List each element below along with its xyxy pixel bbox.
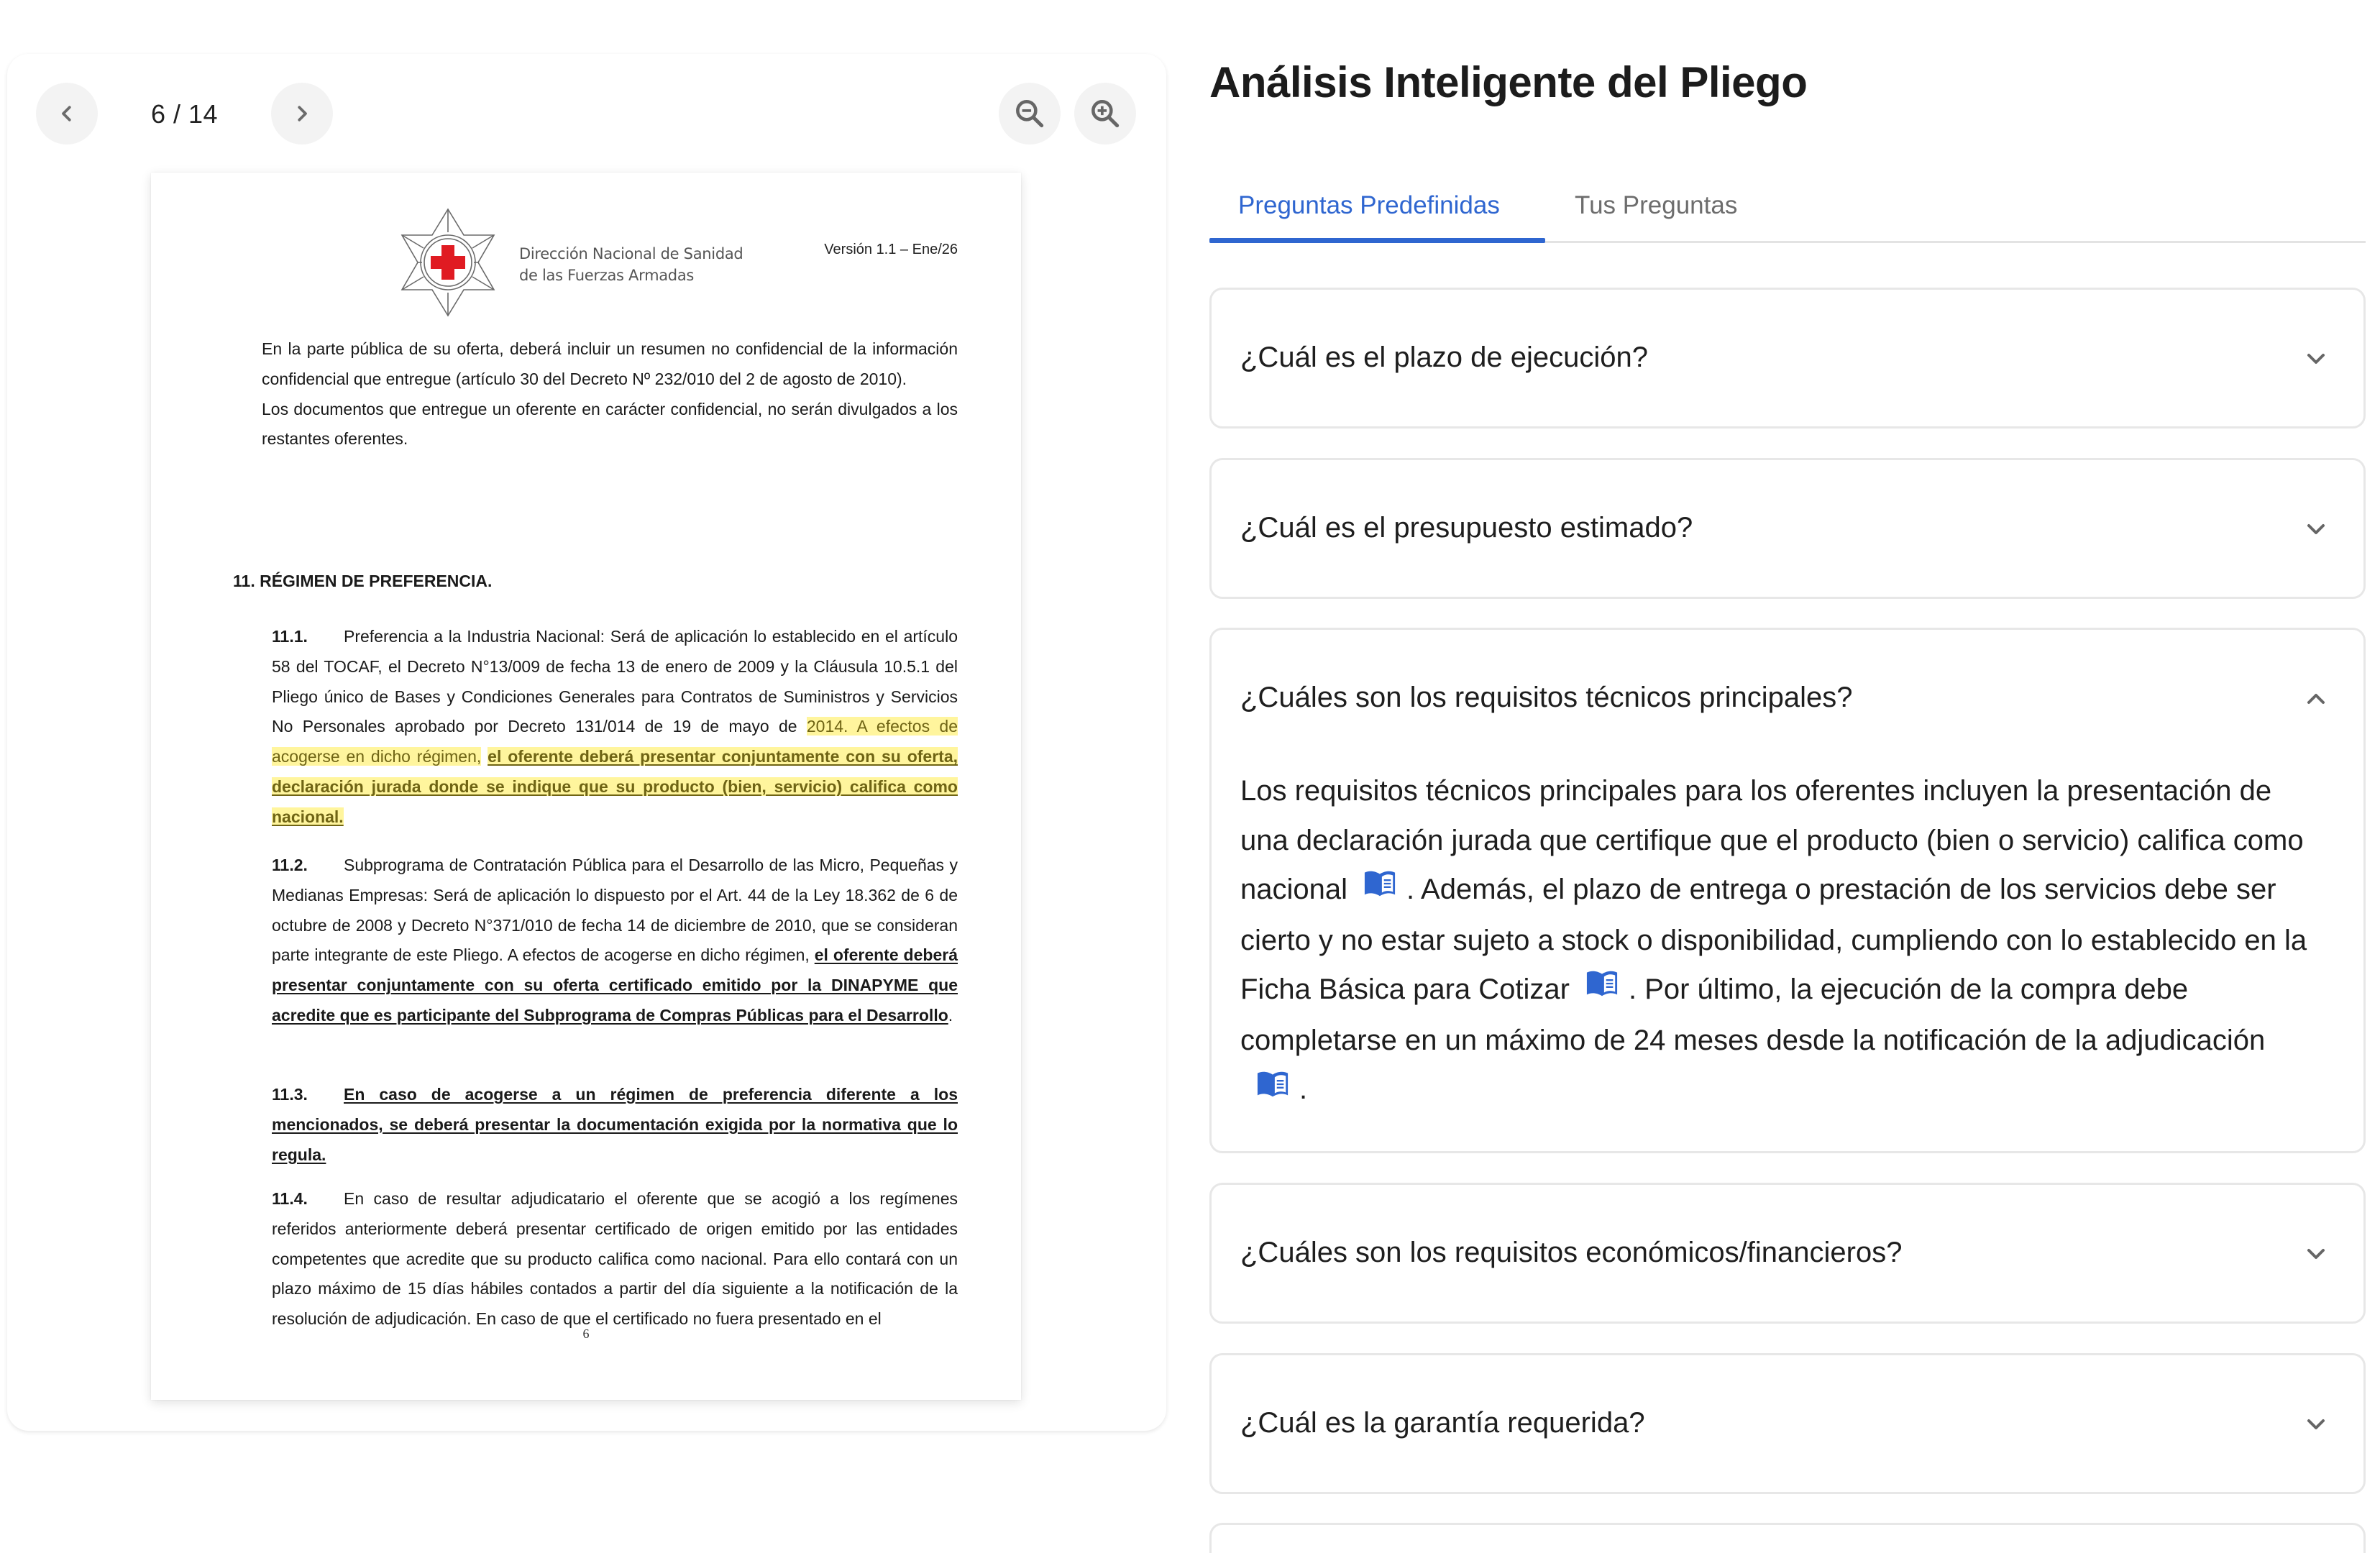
tab-bar <box>1209 170 2366 243</box>
section-title: 11. RÉGIMEN DE PREFERENCIA. <box>233 572 493 590</box>
highlighted-text: 2014. A efectos de acogerse en dicho régimen, <box>272 717 958 766</box>
org-line-1: Dirección Nacional de Sanidad <box>519 245 743 262</box>
chevron-down-icon <box>2302 515 2330 544</box>
book-open-icon <box>1585 969 1619 998</box>
underlined-text: En caso de acogerse a un régimen de preferencia diferente a los mencionados, se deberá presentar la documentación exigida por la normativa que lo regula. <box>272 1085 958 1164</box>
zoom-out-icon <box>1012 96 1048 132</box>
page-number: 6 <box>582 1327 590 1341</box>
organization-name <box>519 243 743 286</box>
question-header[interactable] <box>1212 290 2363 428</box>
book-open-icon <box>1256 1070 1289 1099</box>
chevron-up-icon <box>2302 684 2330 713</box>
question-card <box>1209 1183 2366 1324</box>
underlined-text: el oferente deberá presentar conjuntamente con su oferta certificado emitido por la DINAPYME que acredite que es participante del Subprograma de Compras Públicas para el Desarrollo <box>272 945 958 1025</box>
question-text: ¿Cuál es el presupuesto estimado? <box>1240 512 1693 544</box>
zoom-out-button[interactable] <box>999 83 1061 145</box>
viewer-toolbar <box>7 54 1166 176</box>
question-text: ¿Cuáles son los requisitos económicos/financieros? <box>1240 1237 1903 1268</box>
intro-text-1: En la parte pública de su oferta, deberá incluir un resumen no confidencial de la información confidencial que entregue (artículo 30 del Decreto Nº 232/010 del 2 de agosto de 2010). <box>262 339 958 388</box>
clause-number: 11.1. <box>272 627 308 646</box>
clause-text: Subprograma de Contratación Pública para el Desarrollo de las Micro, Pequeñas y Medianas Empresas: Será de aplicación lo dispuesto por el Art. 44 de la Ley 18.362 de 6 de octubre de 2008 y Decreto N°371/010 de fecha 14 de diciembre de 2010, que se consideran parte integrante de este Pliego. A efectos de acogerse en dicho régimen, <box>272 856 958 965</box>
highlighted-underlined-text: el oferente deberá presentar conjuntamente con su oferta, declaración jurada donde se indique que su producto (bien, servicio) califica como nacional. <box>272 747 958 826</box>
question-header[interactable] <box>1212 460 2363 598</box>
next-page-button[interactable] <box>271 83 333 145</box>
clause-number: 11.4. <box>272 1189 308 1208</box>
zoom-in-icon <box>1087 96 1123 132</box>
red-cross-star-logo-icon <box>390 205 505 320</box>
clause-text: Preferencia a la Industria Nacional: Será de aplicación lo establecido en el artículo 58 del TOCAF, el Decreto N°13/009 de fecha 13 de enero de 2009 y la Cláusula 10.5.1 del Pliego único de Bases y Condiciones Generales para Contratos de Suministros y Servicios No Personales aprobado por Decreto 131/014 de 19 de mayo de <box>272 627 958 736</box>
document-page <box>151 173 1021 1400</box>
question-header[interactable] <box>1212 1355 2363 1493</box>
answer-segment: . Además, el plazo de entrega o prestación de los servicios debe ser cierto y no estar sujeto a stock o disponibilidad, cumpliendo con lo establecido en la Ficha Básica para Cotizar <box>1240 874 2307 1006</box>
citation-button[interactable] <box>1363 864 1396 914</box>
question-card <box>1209 458 2366 599</box>
page-indicator: 6 / 14 <box>151 99 219 129</box>
book-open-icon <box>1363 869 1396 898</box>
answer-segment: . Por último, la ejecución de la compra debe completarse en un máximo de 24 meses desde la notificación de la adjudicación <box>1240 974 2266 1056</box>
question-card-expanded <box>1209 628 2366 1153</box>
active-tab-indicator <box>1209 238 1545 243</box>
clause-text: En caso de resultar adjudicatario el oferente que se acogió a los regímenes referidos anteriormente deberá presentar certificado de origen emitido por las entidades competentes que acredite que su producto califica como nacional. Para ello contará con un plazo máximo de 15 días hábiles contados a partir del día siguiente a la notificación de la resolución de adjudicación. En caso de que el certificado no fuera presentado en el <box>272 1189 958 1329</box>
clause-tail: . <box>948 1005 953 1025</box>
answer-text <box>1240 766 2319 1116</box>
page-title: Análisis Inteligente del Pliego <box>1209 58 1808 106</box>
question-card[interactable] <box>1209 1523 2366 1553</box>
analysis-panel <box>1209 0 2367 1553</box>
chevron-left-icon <box>56 103 78 124</box>
prev-page-button[interactable] <box>36 83 98 145</box>
question-header[interactable] <box>1212 1525 2363 1553</box>
zoom-in-button[interactable] <box>1074 83 1136 145</box>
document-header <box>151 173 1021 331</box>
intro-paragraph <box>262 334 958 454</box>
chevron-right-icon <box>291 103 313 124</box>
pdf-viewer <box>7 54 1166 1431</box>
tab-preguntas-predefinidas[interactable]: Preguntas Predefinidas <box>1238 191 1500 219</box>
question-header[interactable] <box>1212 630 2363 768</box>
document-version: Versión 1.1 – Ene/26 <box>824 242 958 257</box>
question-text: ¿Cuál es el plazo de ejecución? <box>1240 342 1649 373</box>
citation-button[interactable] <box>1585 964 1619 1014</box>
question-text: ¿Cuáles son los requisitos técnicos principales? <box>1240 682 1853 713</box>
citation-button[interactable] <box>1256 1065 1289 1114</box>
chevron-down-icon <box>2302 1240 2330 1268</box>
answer-segment: . <box>1299 1073 1308 1106</box>
org-line-2: de las Fuerzas Armadas <box>519 267 695 284</box>
clause-number: 11.3. <box>272 1085 308 1104</box>
clause-11-2 <box>272 851 958 1031</box>
answer-segment: Los requisitos técnicos principales para los oferentes incluyen la presentación de una declaración jurada que certifique que el producto (bien o servicio) califica como nacional <box>1240 775 2304 905</box>
chevron-down-icon <box>2302 1410 2330 1439</box>
question-header[interactable] <box>1212 1185 2363 1323</box>
intro-text-2: Los documentos que entregue un oferente en carácter confidencial, no serán divulgados a los restantes oferentes. <box>262 399 958 449</box>
question-card <box>1209 1353 2366 1494</box>
question-text: ¿Cuál es la garantía requerida? <box>1240 1407 1645 1439</box>
clause-11-1 <box>272 622 958 833</box>
clause-11-3 <box>272 1080 958 1170</box>
tab-tus-preguntas[interactable]: Tus Preguntas <box>1575 191 1738 219</box>
chevron-down-icon <box>2302 344 2330 373</box>
clause-11-4 <box>272 1184 958 1334</box>
question-card <box>1209 288 2366 429</box>
clause-number: 11.2. <box>272 856 308 874</box>
